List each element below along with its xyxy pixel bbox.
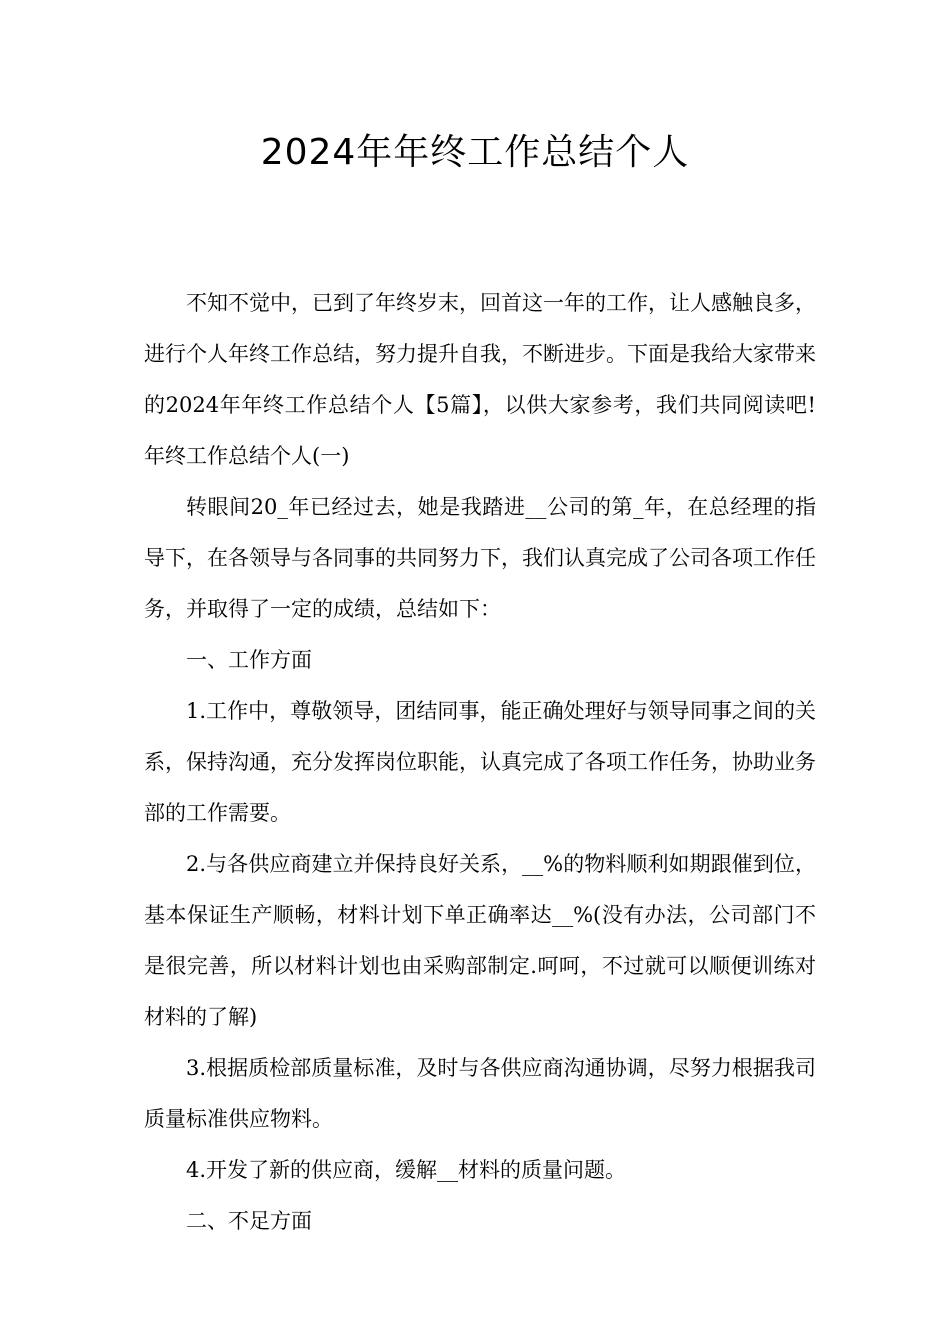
- paragraph-item-2: 2.与各供应商建立并保持良好关系，__%的物料顺利如期跟催到位，基本保证生产顺畅，材料计划下单正确率达__%(没有办法，公司部门不是很完善，所以材料计划也由采购部制定.呵呵，不过就可以顺便训练对材料的了解): [144, 852, 816, 1029]
- document-body: [144, 278, 816, 1247]
- section-heading-shortcomings: 二、不足方面: [186, 1209, 312, 1233]
- paragraph-intro: 不知不觉中，已到了年终岁末，回首这一年的工作，让人感触良多，进行个人年终工作总结，努力提升自我，不断进步。下面是我给大家带来的2024年年终工作总结个人【5篇】，以供大家参考，我们共同阅读吧!年终工作总结个人(一): [144, 291, 816, 468]
- section-heading-work: 一、工作方面: [186, 648, 312, 672]
- document-title: 2024年年终工作总结个人: [260, 132, 690, 173]
- paragraph-item-3: 3.根据质检部质量标准，及时与各供应商沟通协调，尽努力根据我司质量标准供应物料。: [144, 1056, 816, 1131]
- paragraph-item-4: 4.开发了新的供应商，缓解__材料的质量问题。: [186, 1158, 627, 1182]
- paragraph-overview: 转眼间20_年已经过去，她是我踏进__公司的第_年，在总经理的指导下，在各领导与各同事的共同努力下，我们认真完成了公司各项工作任务，并取得了一定的成绩，总结如下：: [144, 495, 816, 621]
- paragraph-item-1: 1.工作中，尊敬领导，团结同事，能正确处理好与领导同事之间的关系，保持沟通，充分发挥岗位职能，认真完成了各项工作任务，协助业务部的工作需要。: [144, 699, 816, 825]
